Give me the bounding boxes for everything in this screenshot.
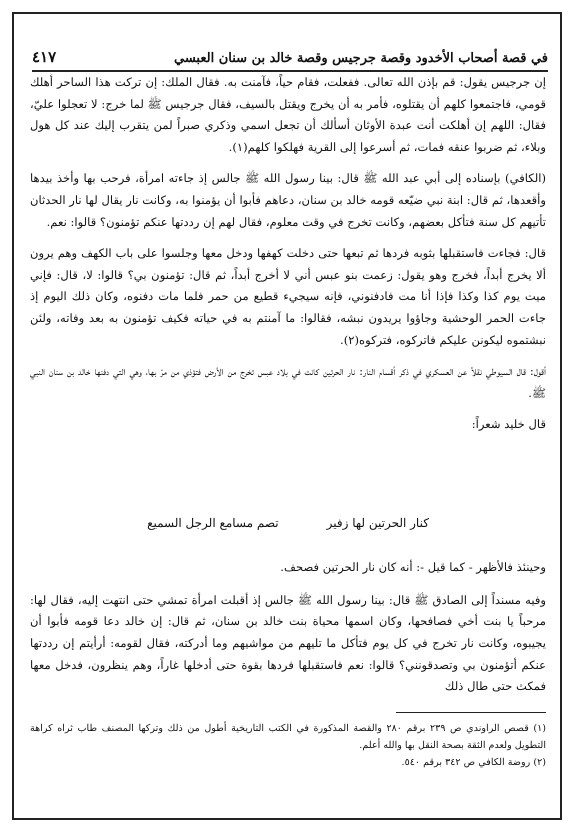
- footnote: (١) قصص الراوندي ص ٢٣٩ برقم ٢٨٠ والقصة المذكورة في الكتب التاريخية أطول من ذلك وتركها المصنف طاب ثراه كراهة التطويل ولعدم الثقة بصحة النقل بها والله أعلم.: [30, 723, 546, 751]
- footnotes: [30, 720, 546, 771]
- paragraph: إن جرجيس يقول: قم بإذن الله تعالى. ففعلت، فقام حياً، فآمنت به. فقال الملك: إن تركت هذا الساحر أهلك قومي، فاجتمعوا كلهم أن يقتلوه، فأمر به أن يخرج ويقتل بالسيف، فقال جرجيس ﷺ لما خرج: لا تعجلوا عليّ، فقال: اللهم إن أهلكت أنت عبدة الأوثان أسألك أن تجعل اسمي وذكري صبراً لمن يتقرب إليك عند كل هول وبلاء، ثم ضربوا عنقه فمات، ثم أسرعوا إلى القرية فهلكوا كلهم(١).: [30, 75, 547, 154]
- paragraph: قال: فجاءت فاستقبلها بثوبه فردها ثم تبعها حتى دخلت كهفها ودخل معها وجلسوا على باب الكهف وهم يرون ألا يخرج أبداً، فخرج وهو يقول: زعمت بنو عبس أني لا أخرج أبداً، ثم قال: تؤمنون بي؟ قالوا: لا، قال: فإني ميت يوم كذا وكذا فإذا أنا مت فادفنوني، فإنه سيجيء قطيع من حمر فلما مات دفنوه، وكان ذلك اليوم إذ جاءت الحمر الوحشية وجاؤوا يريدون نبشه، فقالوا: ما آمنتم به في حياته فكيف تؤمنون به بعد وفاته، ولئن نبشتموه ليكونن عليكم فاتركوه، فتركوه(٢).: [30, 246, 546, 347]
- verse-hemistich: كنار الحرتين لها زفير: [326, 516, 429, 530]
- body-text-continued: [30, 545, 546, 709]
- paragraph: وفيه مسنداً إلى الصادق ﷺ قال: بينا رسول الله ﷺ جالس إذ أقبلت امرأة تمشي حتى انتهت إليه، فقال لها: مرحباً يا بنت أخي فصافحها، وكان اسمها محياة بنت خالد بن سنان، ثم قال: إن خالد دعا قومه فأبوا أن يجيبوه، وكانت نار تخرج في كل يوم فتأكل ما تليهم من مواشيهم وما أدركته، فقال لقومه: أرأيتم إن رددتها عنكم أتؤمنون بي وتصدقونني؟ قالوا: نعم فاستقبلها فردها بقوة حتى أدخلها غاراً، وهم ينظرون، فدخل معها فمكث حتى طال ذلك: [30, 592, 546, 694]
- paragraph: أقول: قال السيوطي نقلاً عن العسكري في ذكر أقسام النار: نار الحرتين كانت في بلاد عبس تخرج من الأرض فتؤذي من مرّ بها، وهي التي دفنها خالد بن سنان النبي ﷺ.: [30, 364, 546, 400]
- paragraph: (الكافي) بإسناده إلى أبي عبد الله ﷺ قال: بينا رسول الله ﷺ جالس إذ جاءته امرأة، فرحب بها وأخذ بيدها وأقعدها، ثم قال: ابنة نبي ضيّعه قومه خالد بن سنان، دعاهم فأبوا أن يؤمنوا به، وكانت نار يقال لها نار الحدثان تأتيهم كل سنة فتأكل بعضهم، وكانت تخرج في وقت معلوم، فقال لهم إن رددتها عنكم تؤمنون؟ قالوا: نعم.: [30, 171, 546, 229]
- page-number: ٤١٧: [32, 48, 57, 66]
- body-text: [30, 72, 546, 436]
- running-header: [32, 36, 548, 72]
- footnote: (٢) روضة الكافي ص ٣٤٢ برقم ٥٤٠.: [401, 757, 546, 768]
- paragraph: وحينئذ فالأظهر - كما قيل -: أنه كان نار الحرتين فصحف.: [280, 559, 546, 574]
- verse-hemistich: تصم مسامع الرجل السميع: [147, 516, 279, 530]
- poem-verse: [30, 516, 546, 530]
- footnote-divider: [396, 712, 546, 713]
- chapter-title: في قصة أصحاب الأخدود وقصة جرجيس وقصة خالد بن سنان العبسي: [174, 51, 548, 66]
- paragraph: قال خليد شعراً:: [471, 417, 546, 432]
